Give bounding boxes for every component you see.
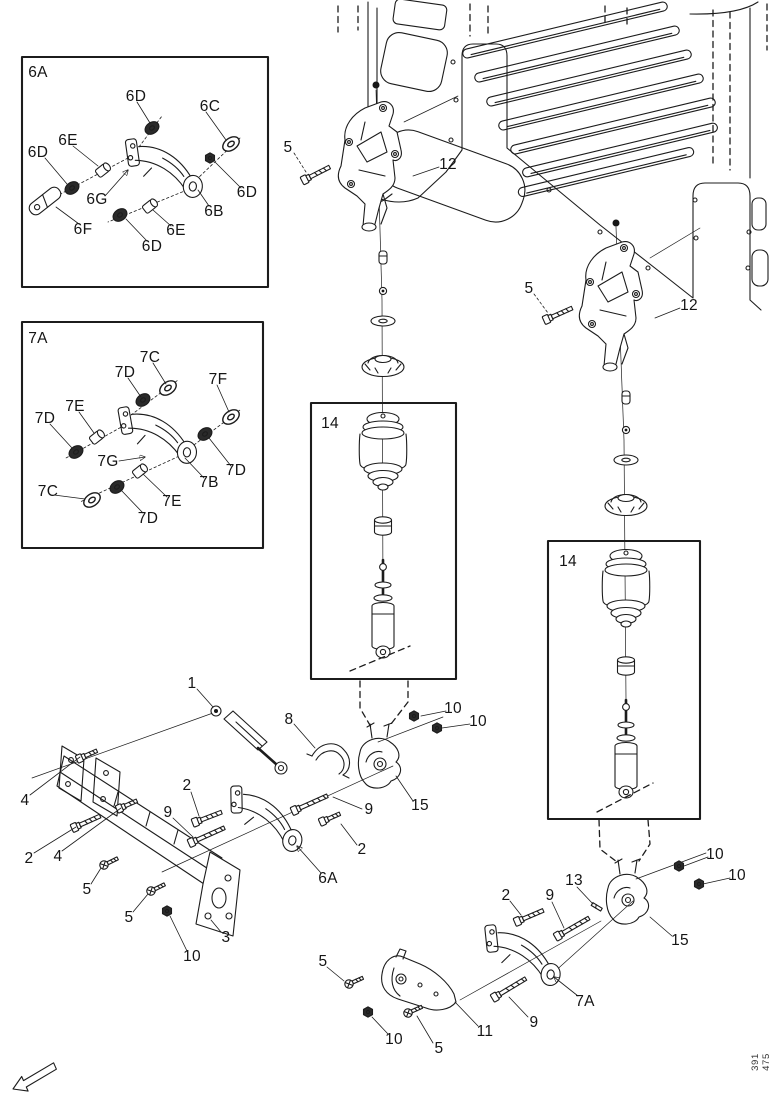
callout-15-right: 15 bbox=[671, 932, 689, 949]
bolt-5-c bbox=[343, 974, 364, 990]
callout-8: 8 bbox=[284, 711, 294, 728]
callout-7g: 7G bbox=[97, 453, 119, 470]
control-arm-7a-installed bbox=[478, 923, 566, 987]
callout-6d-2: 6D bbox=[27, 144, 49, 161]
bolt-9-mid bbox=[290, 792, 329, 816]
callout-9-a: 9 bbox=[163, 804, 173, 821]
air-spring-column-left bbox=[311, 251, 456, 727]
callout-7c-1: 7C bbox=[139, 349, 161, 366]
callout-7b: 7B bbox=[199, 474, 219, 491]
callout-9-mid: 9 bbox=[364, 801, 374, 818]
box-14-right-title: 14 bbox=[559, 553, 577, 570]
spring-seat-15-left bbox=[358, 723, 400, 788]
bolt-5-a bbox=[98, 855, 119, 871]
support-bracket-12-right bbox=[579, 220, 700, 701]
shock-absorber-14-right bbox=[615, 700, 637, 798]
bolt-5-top-right bbox=[542, 304, 574, 324]
bolt-2-mid bbox=[318, 810, 341, 826]
callout-7d-3: 7D bbox=[225, 462, 247, 479]
nut-10-d bbox=[675, 861, 684, 871]
bolt-2-a bbox=[191, 808, 223, 827]
nut-10-f bbox=[364, 1007, 373, 1017]
spring-seat-15-right bbox=[606, 859, 648, 924]
figure-number: 391 475 bbox=[750, 1053, 772, 1071]
crossmember-bracket-3 bbox=[57, 746, 240, 936]
inset-6a-title: 6A bbox=[28, 64, 48, 81]
bolt-5-d bbox=[402, 1003, 423, 1019]
body-ribs bbox=[462, 1, 718, 197]
callout-10-c: 10 bbox=[183, 948, 201, 965]
callout-3: 3 bbox=[221, 929, 231, 946]
bolt-5-b bbox=[145, 881, 166, 897]
callout-6g: 6G bbox=[86, 191, 108, 208]
bolt-5-top-left bbox=[300, 163, 332, 185]
callout-15-left: 15 bbox=[411, 797, 429, 814]
callout-10-a: 10 bbox=[444, 700, 462, 717]
callout-10-f: 10 bbox=[385, 1031, 403, 1048]
callout-5-top-left: 5 bbox=[283, 139, 293, 156]
bolt-2-far-left bbox=[70, 812, 102, 832]
callout-2-mid: 2 bbox=[357, 841, 367, 858]
callout-9-lower: 9 bbox=[529, 1014, 539, 1031]
callout-6e-1: 6E bbox=[58, 132, 78, 149]
callout-2-far: 2 bbox=[24, 850, 34, 867]
callout-1: 1 bbox=[187, 675, 197, 692]
callout-6b: 6B bbox=[204, 203, 224, 220]
callout-6e-2: 6E bbox=[166, 222, 186, 239]
nut-10-b bbox=[410, 711, 419, 721]
bolt-9-a bbox=[187, 824, 226, 848]
callout-10-b: 10 bbox=[469, 713, 487, 730]
callout-7e-1: 7E bbox=[65, 398, 85, 415]
callout-5-a: 5 bbox=[82, 881, 92, 898]
callout-6f: 6F bbox=[73, 221, 93, 238]
callout-7e-2: 7E bbox=[162, 493, 182, 510]
nut-10-c bbox=[433, 723, 442, 733]
callout-7c-2: 7C bbox=[37, 483, 59, 500]
control-arm-6a-installed bbox=[219, 784, 310, 854]
callout-6a-installed: 6A bbox=[318, 870, 338, 887]
callout-11: 11 bbox=[476, 1023, 494, 1040]
callout-6d-3: 6D bbox=[236, 184, 258, 201]
axis-lines-left bbox=[162, 717, 443, 872]
callout-2-right: 2 bbox=[501, 887, 511, 904]
bump-stop-right bbox=[618, 657, 635, 675]
direction-arrow-icon bbox=[13, 1063, 56, 1091]
callout-5-d: 5 bbox=[434, 1040, 444, 1057]
callout-2-a: 2 bbox=[182, 777, 192, 794]
link-bracket-8 bbox=[307, 744, 350, 778]
callout-12-left: 12 bbox=[439, 156, 457, 173]
nut-10-e bbox=[695, 879, 704, 889]
air-spring-right bbox=[602, 550, 650, 628]
callout-4-a: 4 bbox=[20, 792, 30, 809]
callout-7d-2: 7D bbox=[34, 410, 56, 427]
box-14-left-title: 14 bbox=[321, 415, 339, 432]
callout-9-right: 9 bbox=[545, 887, 555, 904]
shock-absorber-14-left bbox=[372, 560, 394, 658]
callout-5-c: 5 bbox=[318, 953, 328, 970]
callout-10-d: 10 bbox=[706, 846, 724, 863]
callout-10-e: 10 bbox=[728, 867, 746, 884]
callout-6c: 6C bbox=[199, 98, 221, 115]
callout-7d-4: 7D bbox=[137, 510, 159, 527]
van-body-panel bbox=[338, 0, 768, 310]
callout-7f: 7F bbox=[208, 371, 228, 388]
mount-bracket-11 bbox=[382, 949, 456, 1010]
callout-6d-4: 6D bbox=[141, 238, 163, 255]
bolt-2-right bbox=[513, 906, 545, 926]
axis-lines-right bbox=[460, 853, 706, 1000]
callout-13: 13 bbox=[565, 872, 583, 889]
bump-stop-left bbox=[375, 517, 392, 535]
inset-7a-title: 7A bbox=[28, 330, 48, 347]
callout-12-right: 12 bbox=[680, 297, 698, 314]
callout-5-b: 5 bbox=[124, 909, 134, 926]
callout-7d-1: 7D bbox=[114, 364, 136, 381]
nut-10-a bbox=[163, 906, 172, 916]
callout-4-b: 4 bbox=[53, 848, 63, 865]
callout-6d-1: 6D bbox=[125, 88, 147, 105]
callout-7a-installed: 7A bbox=[575, 993, 595, 1010]
bolt-9-lower bbox=[490, 975, 528, 1002]
air-spring-column-right bbox=[548, 391, 700, 862]
air-spring-left bbox=[359, 413, 407, 491]
callout-5-top-right: 5 bbox=[524, 280, 534, 297]
